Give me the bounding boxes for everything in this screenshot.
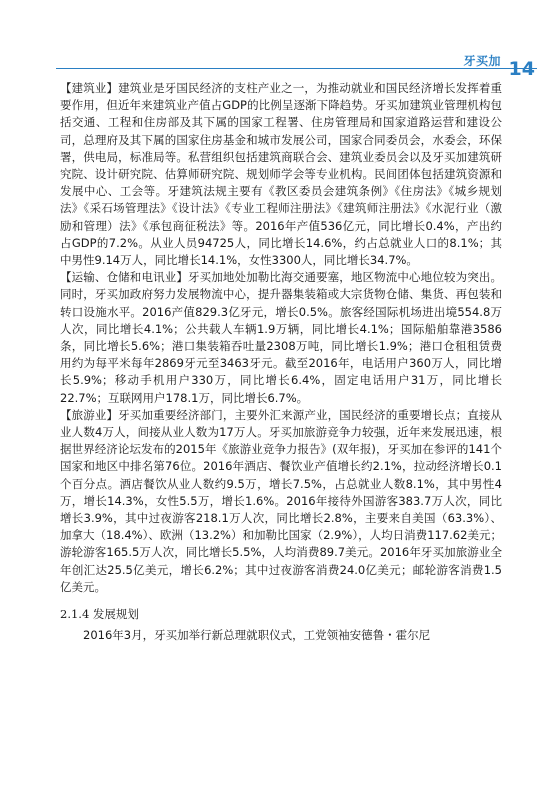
paragraph-transport: 【运输、仓储和电讯业】牙买加地处加勒比海交通要塞，地区物流中心地位较为突出。同时，牙买加政府努力发展物流中心，提升器集装箱或大宗货物仓储、集货、再包装和转口设施水平。2016产值829.3亿牙元，增长0.5%。旅客经国际机场进出境554.8万人次，同比增长4.1%；公共载人车辆1.9万辆，同比增长4.1%；国际船舶靠港3586条，同比增长5.6%；港口集装箱吞吐量2308万吨，同比增长1.9%；港口仓租租赁费用约为每平米每年2869牙元至3463牙元。截至2016年，电话用户360万人，同比增长5.9%；移动手机用户330万，同比增长6.4%，固定电话用户31万，同比增长22.7%；互联网用户178.1万，同比增长6.7%。 (60, 270, 502, 405)
page-content (60, 80, 502, 644)
paragraph-construction: 【建筑业】建筑业是牙国民经济的支柱产业之一，为推动就业和国民经济增长发挥着重要作用，但近年来建筑业产值占GDP的比例呈逐渐下降趋势。牙买加建筑业管理机构包括交通、工程和住房部及其下属的国家工程署、住房管理局和国家道路运营和建设公司，总理府及其下属的国家住房基金和城市发展公司，国家合同委员会，水委会，环保署，供电局，标准局等。私营组织包括建筑商联合会、建筑业委员会以及牙买加建筑研究院、设计研究院、估算师研究院、规划师学会等专业机构。民间团体包括建筑资源和发展中心、工会等。牙建筑法规主要有《教区委员会建筑条例》《住房法》《城乡规划法》《采石场管理法》《设计法》《专业工程师注册法》《建筑师注册法》《水泥行业（激励和管理）法》《承包商征税法》等。2016年产值536亿元，同比增长0.4%，产出约占GDP的7.2%。从业人员94725人，同比增长14.6%，约占总就业人口的8.1%；其中男性9.14万人，同比增长14.1%，女性3300人，同比增长34.7%。 (60, 81, 502, 268)
header-divider (56, 68, 537, 69)
section-title: 发展规划 (92, 607, 139, 622)
page-number: 14 (508, 58, 535, 80)
section-heading (60, 606, 502, 623)
header-title: 牙买加 (463, 54, 501, 68)
section-number: 2.1.4 (60, 607, 90, 622)
paragraph-development: 2016年3月，牙买加举行新总理就职仪式，工党领袖安德鲁・霍尔尼 (83, 628, 431, 643)
paragraph-tourism: 【旅游业】牙买加重要经济部门，主要外汇来源产业，国民经济的重要增长点；直接从业人数4万人，间接从业人数为17万人。牙买加旅游竞争力较强，近年来发展迅速，根据世界经济论坛发布的2015年《旅游业竞争力报告》(双年报)，牙买加在参评的141个国家和地区中排名第76位。2016年酒店、餐饮业产值增长约2.1%，拉动经济增长0.1个百分点。酒店餐饮从业人数约9.5万，增长7.5%，占总就业人数8.1%，其中男性4万，增长14.3%，女性5.5万，增长1.6%。2016年接待外国游客383.7万人次，同比增长3.9%，其中过夜游客218.1万人次，同比增长2.8%，主要来自美国（63.3%）、加拿大（18.4%）、欧洲（13.2%）和加勒比国家（2.9%），人均日消费117.62美元；游轮游客165.5万人次，同比增长5.5%，人均消费89.7美元。2016年牙买加旅游业全年创汇达25.5亿美元，增长6.2%；其中过夜游客消费24.0亿美元；邮轮游客消费1.5亿美元。 (60, 407, 502, 594)
